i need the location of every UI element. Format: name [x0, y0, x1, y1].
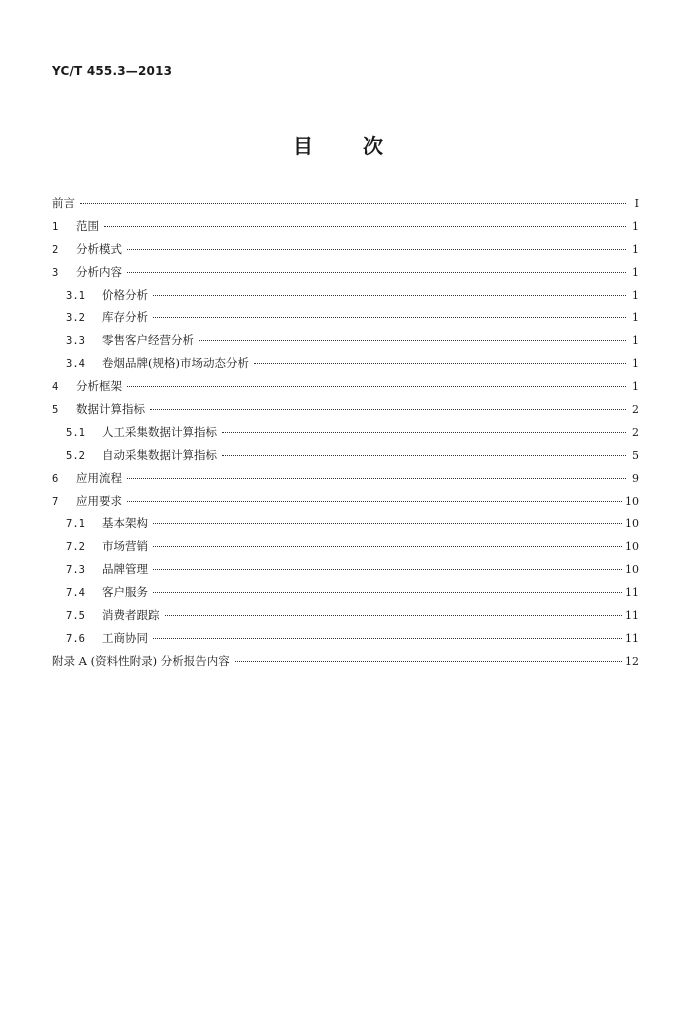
- toc-title: [0, 130, 676, 159]
- toc-entry-number: 3.3: [66, 335, 85, 348]
- toc-entry-number: 7.5: [66, 610, 85, 623]
- toc-entry-label: 分析框架: [76, 379, 122, 394]
- toc-entry-page: 12: [625, 654, 639, 668]
- toc-entry-7-5[interactable]: [52, 604, 639, 627]
- toc-entry-page: 10: [625, 540, 639, 554]
- leader-dots: [150, 409, 626, 410]
- toc-entry-label: 自动采集数据计算指标: [102, 447, 217, 462]
- toc-entry-page: 2: [632, 403, 639, 417]
- toc-entry-label: 分析模式: [76, 241, 122, 256]
- toc-title-char-1: 目: [293, 134, 313, 158]
- leader-dots: [222, 455, 626, 456]
- toc-entry-3-1[interactable]: [52, 284, 639, 307]
- toc-entry-label: 范围: [76, 218, 99, 233]
- toc-entry-label: 分析内容: [76, 264, 122, 279]
- leader-dots: [153, 523, 622, 524]
- toc-entry-label: 库存分析: [102, 310, 148, 325]
- toc-entry-page: 5: [632, 448, 639, 462]
- toc-entry-number: 7: [52, 495, 59, 508]
- toc-entry-label: 品牌管理: [102, 562, 148, 577]
- toc-entry-number: 5.2: [66, 449, 85, 462]
- toc-entry-label: 应用流程: [76, 470, 122, 485]
- leader-dots: [153, 638, 622, 639]
- toc-entry-page: 2: [632, 425, 639, 439]
- toc-entry-page: 10: [625, 563, 639, 577]
- toc-entry-page: 10: [625, 494, 639, 508]
- toc-entry-3-3[interactable]: [52, 329, 639, 352]
- leader-dots: [153, 295, 626, 296]
- toc-entry-page: 11: [625, 586, 639, 600]
- toc-entry-7-2[interactable]: [52, 535, 639, 558]
- standard-code: YC/T 455.3—2013: [52, 64, 173, 78]
- leader-dots: [235, 661, 622, 662]
- toc-entry-page: 1: [632, 380, 639, 394]
- toc-entry-number: 7.6: [66, 632, 85, 645]
- leader-dots: [153, 317, 626, 318]
- toc-entry-page: 1: [632, 242, 639, 256]
- toc-entry-number: 1: [52, 220, 59, 233]
- leader-dots: [104, 226, 626, 227]
- leader-dots: [127, 272, 626, 273]
- toc-entry-7[interactable]: [52, 490, 639, 513]
- toc-entry-number: 4: [52, 381, 59, 394]
- toc-entry-6[interactable]: [52, 467, 639, 490]
- toc-entry-label: 基本架构: [102, 516, 148, 531]
- toc-entry-4[interactable]: [52, 375, 639, 398]
- leader-dots: [222, 432, 626, 433]
- toc-entry-number: 6: [52, 472, 59, 485]
- leader-dots: [127, 501, 622, 502]
- toc-entry-5-2[interactable]: [52, 444, 639, 467]
- toc-entry-label: 附录 A (资料性附录) 分析报告内容: [52, 653, 230, 668]
- toc-entry-preface[interactable]: [52, 192, 639, 215]
- toc-entry-3[interactable]: [52, 261, 639, 284]
- toc-entry-page: 11: [625, 609, 639, 623]
- leader-dots: [199, 340, 626, 341]
- toc-entry-label: 价格分析: [102, 287, 148, 302]
- toc-entry-7-6[interactable]: [52, 627, 639, 650]
- toc-entry-page: 1: [632, 311, 639, 325]
- toc-entry-2[interactable]: [52, 238, 639, 261]
- leader-dots: [165, 615, 623, 616]
- toc-entry-label: 人工采集数据计算指标: [102, 424, 217, 439]
- toc-entry-3-4[interactable]: [52, 352, 639, 375]
- toc-entry-page: 1: [632, 288, 639, 302]
- toc-entry-label: 前言: [52, 196, 75, 210]
- toc-entry-1[interactable]: [52, 215, 639, 238]
- leader-dots: [127, 249, 626, 250]
- toc-entry-number: 7.3: [66, 564, 85, 577]
- leader-dots: [153, 592, 622, 593]
- toc-entry-page: 1: [632, 357, 639, 371]
- leader-dots: [153, 546, 622, 547]
- toc-entry-number: 3.1: [66, 289, 85, 302]
- leader-dots: [254, 363, 626, 364]
- toc-entry-7-1[interactable]: [52, 512, 639, 535]
- toc-entry-page: 1: [632, 265, 639, 279]
- leader-dots: [153, 569, 622, 570]
- leader-dots: [127, 386, 626, 387]
- toc-entry-page: Ⅰ: [634, 197, 639, 210]
- toc-entry-7-4[interactable]: [52, 581, 639, 604]
- toc-entry-number: 3.4: [66, 358, 85, 371]
- leader-dots: [127, 478, 626, 479]
- toc-entry-label: 工商协同: [102, 630, 148, 645]
- toc-entry-page: 11: [625, 631, 639, 645]
- toc-entry-number: 7.4: [66, 587, 85, 600]
- toc-entry-number: 2: [52, 243, 59, 256]
- toc-entry-label: 市场营销: [102, 539, 148, 554]
- toc-entry-5-1[interactable]: [52, 421, 639, 444]
- toc-entry-number: 7.2: [66, 541, 85, 554]
- toc-entry-appendix-a[interactable]: [52, 650, 639, 673]
- table-of-contents: [52, 192, 639, 673]
- toc-entry-page: 1: [632, 219, 639, 233]
- toc-entry-7-3[interactable]: [52, 558, 639, 581]
- toc-entry-number: 3: [52, 266, 59, 279]
- toc-entry-label: 卷烟品牌(规格)市场动态分析: [102, 356, 249, 371]
- toc-entry-page: 10: [625, 517, 639, 531]
- toc-entry-3-2[interactable]: [52, 306, 639, 329]
- toc-entry-number: 5.1: [66, 426, 85, 439]
- toc-entry-label: 数据计算指标: [76, 402, 145, 417]
- toc-entry-number: 5: [52, 404, 59, 417]
- toc-entry-page: 1: [632, 334, 639, 348]
- toc-entry-5[interactable]: [52, 398, 639, 421]
- toc-entry-label: 应用要求: [76, 493, 122, 508]
- toc-entry-number: 7.1: [66, 518, 85, 531]
- toc-entry-label: 消费者跟踪: [102, 608, 160, 623]
- toc-entry-number: 3.2: [66, 312, 85, 325]
- leader-dots: [80, 203, 626, 204]
- toc-entry-page: 9: [632, 471, 639, 485]
- toc-title-char-2: 次: [363, 134, 383, 158]
- toc-entry-label: 零售客户经营分析: [102, 333, 194, 348]
- toc-entry-label: 客户服务: [102, 585, 148, 600]
